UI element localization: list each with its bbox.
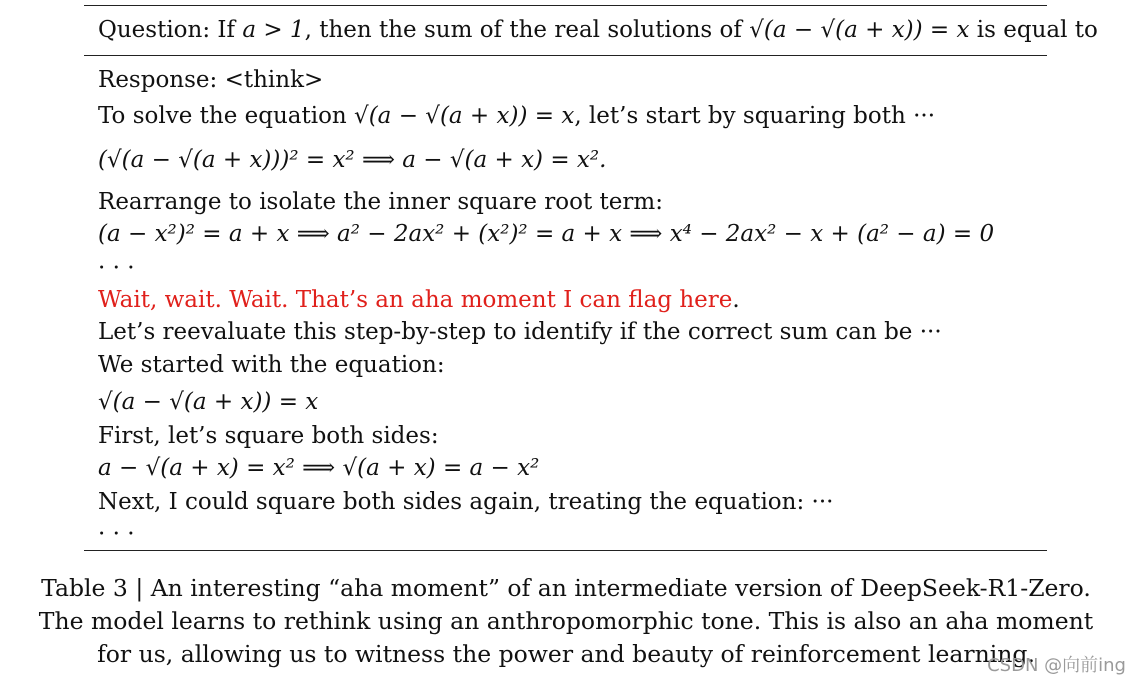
question-mid: , then the sum of the real solutions of [304,17,742,43]
line1-equation: √(a − √(a + x)) = x [354,103,575,129]
response-line-11: Next, I could square both sides again, treating the equation: ··· [98,489,834,515]
question-condition: a > 1 [242,17,305,43]
question-prefix: Question: If [98,17,236,43]
response-header: Response: <think> [98,67,324,93]
response-line-9: First, let’s square both sides: [98,423,439,449]
response-line-3: Rearrange to isolate the inner square root term: [98,189,663,215]
line1-prefix: To solve the equation [98,103,347,129]
mid-rule [84,55,1047,56]
response-line-1 [98,101,935,131]
response-line-4: (a − x²)² = a + x ⟹ a² − 2ax² + (x²)² = a + x ⟹ x⁴ − 2ax² − x + (a² − a) = 0 [98,221,995,247]
ellipsis-1: · · · [98,255,135,281]
aha-moment-table [84,5,1098,547]
csdn-watermark: CSDN @向前ing [987,655,1126,676]
table-caption: Table 3 | An interesting “aha moment” of an intermediate version of DeepSeek-R1-Zero. The model learns to rethink using an anthropomorphic tone. This is also an aha moment for us, allowing us to witness the power and beauty of reinforcement learning. [38,574,1094,668]
response-line-10: a − √(a + x) = x² ⟹ √(a + x) = a − x² [98,455,540,481]
response-line-7: We started with the equation: [98,352,445,378]
response-line-6: Let’s reevaluate this step-by-step to identify if the correct sum can be ··· [98,319,942,345]
question-line [98,15,1098,45]
question-equation: √(a − √(a + x)) = x [749,17,970,43]
aha-period: . [732,287,740,313]
response-line-8: √(a − √(a + x)) = x [98,389,319,415]
response-line-2: (√(a − √(a + x)))² = x² ⟹ a − √(a + x) = x². [98,147,607,173]
question-suffix: is equal to [976,17,1098,43]
aha-text: Wait, wait. Wait. That’s an aha moment I can flag here [98,287,733,313]
bottom-rule [84,550,1047,551]
aha-line [98,285,740,315]
line1-suffix: , let’s start by squaring both ··· [574,103,936,129]
top-rule [84,5,1047,6]
ellipsis-2: · · · [98,521,135,547]
